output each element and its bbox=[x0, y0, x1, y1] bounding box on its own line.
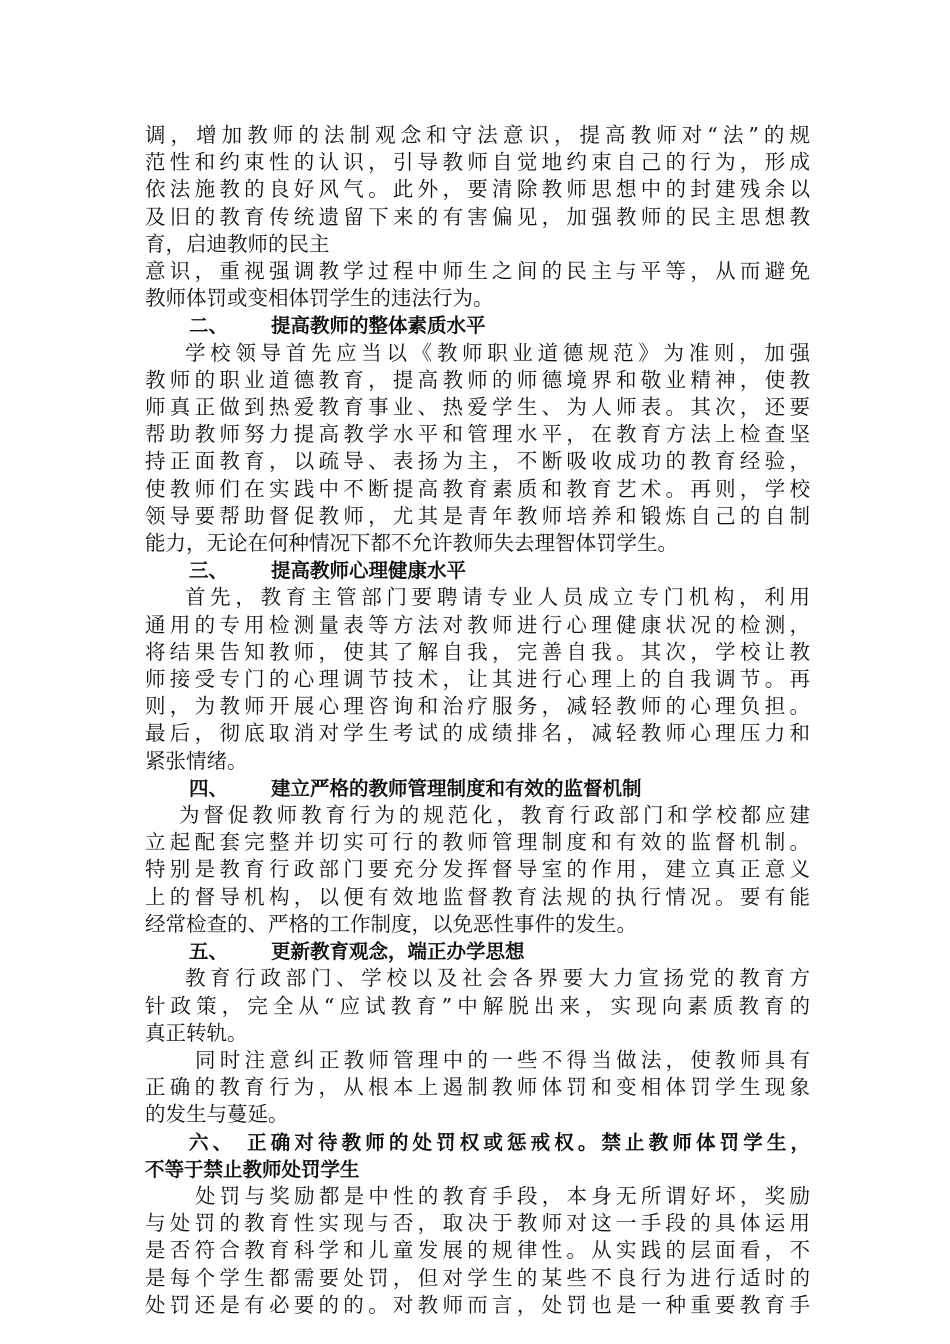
text-line: 的发生与蔓延。 bbox=[145, 1102, 289, 1127]
text-line: 调，增加教师的法制观念和守法意识，提高教师对“法”的规 bbox=[145, 123, 810, 147]
text-line: 帮助教师努力提高教学水平和管理水平，在教育方法上检查坚 bbox=[145, 422, 810, 447]
section-heading-5 bbox=[145, 938, 810, 965]
section-title-line: 不等于禁止教师处罚学生 bbox=[145, 1157, 360, 1181]
text-line: 为督促教师教育行为的规范化，教育行政部门和学校都应建 bbox=[179, 803, 810, 828]
section-6-paragraph bbox=[145, 1183, 810, 1319]
text-line: 领导要帮助督促教师，尤其是青年教师培养和锻炼自己的自制 bbox=[145, 503, 810, 528]
section-heading-2 bbox=[145, 312, 810, 339]
text-line: 同时注意纠正教师管理中的一些不得当做法，使教师具有 bbox=[195, 1047, 810, 1072]
text-line: 经常检查的、严格的工作制度，以免恶性事件的发生。 bbox=[145, 911, 637, 936]
section-title: 建立严格的教师管理制度和有效的监督机制 bbox=[271, 776, 642, 800]
text-line: 教师体罚或变相体罚学生的违法行为。 bbox=[145, 286, 494, 311]
section-title: 提高教师心理健康水平 bbox=[271, 559, 467, 583]
text-line: 最后，彻底取消对学生考试的成绩排名，减轻教师心理压力和 bbox=[145, 721, 810, 746]
text-line: 师真正做到热爱教育事业、热爱学生、为人师表。其次，还要 bbox=[145, 395, 810, 420]
section-5-paragraph bbox=[145, 965, 810, 1047]
section-number: 五、 bbox=[189, 940, 229, 964]
text-line: 真正转轨。 bbox=[145, 1020, 248, 1045]
text-line: 紧张情绪。 bbox=[145, 748, 248, 773]
text-line: 持正面教育，以疏导、表扬为主，不断吸收成功的教育经验， bbox=[145, 449, 810, 474]
text-line: 育，启迪教师的民主 bbox=[145, 231, 330, 256]
section-title: 提高教师的整体素质水平 bbox=[271, 314, 486, 338]
text-line: 将结果告知教师，使其了解自我，完善自我。其次，学校让教 bbox=[145, 639, 810, 664]
section-number: 二、 bbox=[189, 314, 229, 338]
section-heading-4 bbox=[145, 775, 810, 802]
section-5-paragraph-2 bbox=[145, 1047, 810, 1129]
text-line: 师接受专门的心理调节技术，让其进行心理上的自我调节。再 bbox=[145, 667, 810, 692]
section-title: 更新教育观念，端正办学思想 bbox=[271, 940, 525, 964]
section-3-paragraph bbox=[145, 584, 810, 774]
text-line: 与处罚的教育性实现与否，取决于教师对这一手段的具体运用 bbox=[145, 1211, 810, 1236]
text-line: 通用的专用检测量表等方法对教师进行心理健康状况的检测， bbox=[145, 612, 810, 637]
text-line: 是每个学生都需要处罚，但对学生的某些不良行为进行适时的 bbox=[145, 1265, 810, 1290]
text-line: 立起配套完整并切实可行的教师管理制度和有效的监督机制。 bbox=[145, 830, 810, 855]
section-heading-6 bbox=[145, 1129, 810, 1183]
text-line: 针政策，完全从“应试教育”中解脱出来，实现向素质教育的 bbox=[145, 993, 810, 1018]
section-number: 三、 bbox=[189, 559, 229, 583]
text-line: 正确的教育行为，从根本上遏制教师体罚和变相体罚学生现象 bbox=[145, 1075, 810, 1100]
text-line: 首先，教育主管部门要聘请专业人员成立专门机构，利用 bbox=[185, 585, 810, 610]
section-heading-3 bbox=[145, 557, 810, 584]
text-line: 意识，重视强调教学过程中师生之间的民主与平等，从而避免 bbox=[145, 259, 810, 284]
text-line: 上的督导机构，以便有效地监督教育法规的执行情况。要有能 bbox=[145, 884, 810, 909]
text-line: 教师的职业道德教育，提高教师的师德境界和敬业精神，使教 bbox=[145, 367, 810, 392]
text-line: 使教师们在实践中不断提高教育素质和教育艺术。再则，学校 bbox=[145, 476, 810, 501]
intro-paragraph bbox=[145, 122, 810, 312]
section-2-paragraph bbox=[145, 340, 810, 558]
text-line: 依法施教的良好风气。此外，要清除教师思想中的封建残余以 bbox=[145, 177, 810, 202]
text-line: 处罚与奖励都是中性的教育手段，本身无所谓好坏，奖励 bbox=[195, 1183, 810, 1208]
section-title-line: 六、 正确对待教师的处罚权或惩戒权。禁止教师体罚学生， bbox=[189, 1130, 810, 1154]
text-line: 是否符合教育科学和儿童发展的规律性。从实践的层面看，不 bbox=[145, 1238, 810, 1263]
text-line: 学校领导首先应当以《教师职业道德规范》为准则，加强 bbox=[185, 340, 810, 365]
text-line: 特别是教育行政部门要充分发挥督导室的作用，建立真正意义 bbox=[145, 857, 810, 882]
text-line: 及旧的教育传统遗留下来的有害偏见，加强教师的民主思想教 bbox=[145, 204, 810, 229]
section-4-paragraph bbox=[145, 802, 810, 938]
text-line: 处罚还是有必要的的。对教师而言，处罚也是一种重要教育手 bbox=[145, 1292, 810, 1317]
text-line: 范性和约束性的认识，引导教师自觉地约束自己的行为，形成 bbox=[145, 150, 810, 175]
document-page bbox=[145, 122, 810, 1319]
text-line: 教育行政部门、学校以及社会各界要大力宣扬党的教育方 bbox=[185, 966, 810, 991]
text-line: 能力，无论在何种情况下都不允许教师失去理智体罚学生。 bbox=[145, 531, 678, 556]
text-line: 则，为教师开展心理咨询和治疗服务，减轻教师的心理负担。 bbox=[145, 694, 810, 719]
section-number: 四、 bbox=[189, 776, 229, 800]
